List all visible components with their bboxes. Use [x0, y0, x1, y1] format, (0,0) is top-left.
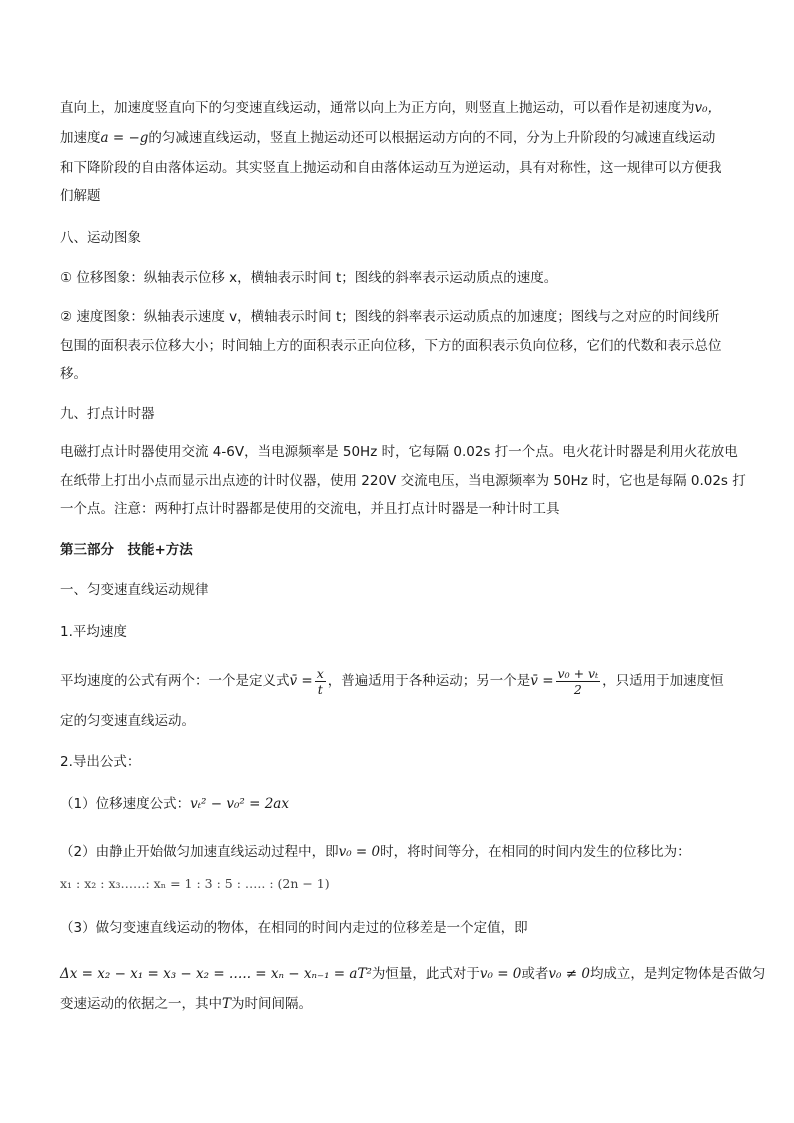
text: ，普遍适用于各种运动；另一个是	[327, 673, 531, 689]
section-heading-9: 九、打点计时器	[60, 406, 155, 422]
displacement-ratio: x₁ : x₂ : x₃……: xₙ = 1 : 3 : 5 : ….. : (2n − 1)	[60, 876, 330, 891]
text: 为恒量，此式对于	[371, 966, 480, 982]
text: 平均速度的公式有两个：一个是定义式	[60, 673, 290, 689]
math-delta-x: Δx = x₂ − x₁ = x₃ − x₂ = ….. = xₙ − xₙ₋₁ = aT²	[60, 966, 372, 982]
math-T: T	[222, 996, 232, 1012]
math-v0-neq-0: v₀ ≠ 0	[548, 966, 590, 982]
section-heading-8: 八、运动图象	[60, 230, 141, 246]
derive-item3-formula-line	[60, 964, 765, 984]
sec8-item2-line1: ② 速度图象：纵轴表示速度 v，横轴表示时间 t；图线的斜率表示运动质点的加速度；图线与之对应的时间线所	[60, 309, 720, 325]
text: （1）位移速度公式：	[60, 796, 191, 812]
text: 变速运动的依据之一，其中	[60, 996, 222, 1012]
denominator: 2	[573, 681, 582, 697]
sec9-line2: 在纸带上打出小点而显示出点迹的计时仪器，使用 220V 交流电压，当电源频率为 50Hz 时，它也是每隔 0.02s 打	[60, 473, 746, 489]
text: 的匀减速直线运动，竖直上抛运动还可以根据运动方向的不同，分为上升阶段的匀减速直线运动	[148, 130, 716, 146]
text: 加速度	[60, 130, 101, 146]
sec8-item2-line3: 移。	[60, 366, 87, 382]
text: （2）由静止开始做匀加速直线运动过程中，即	[60, 844, 339, 860]
fraction-v0-plus-vt-over-2	[556, 666, 601, 697]
math-vbar-eq: v̄ =	[530, 673, 554, 689]
sec9-line3: 一个点。注意：两种打点计时器都是使用的交流电，并且打点计时器是一种计时工具	[60, 501, 560, 517]
derive-item1	[60, 794, 289, 814]
text: ，只适用于加速度恒	[602, 673, 724, 689]
text: 时，将时间等分，在相同的时间内发生的位移比为：	[380, 844, 691, 860]
derive-title: 2.导出公式：	[60, 754, 141, 770]
math-a-eq-neg-g: a = −g	[100, 130, 149, 146]
avg-speed-line2: 定的匀变速直线运动。	[60, 713, 195, 729]
text: 均成立，是判定物体是否做匀	[589, 966, 766, 982]
part3-sub1: 一、匀变速直线运动规律	[60, 582, 209, 598]
text: 或者	[521, 966, 549, 982]
sec8-item1: ① 位移图象：纵轴表示位移 x，横轴表示时间 t；图线的斜率表示运动质点的速度。	[60, 270, 558, 286]
math-v0-eq-0: v₀ = 0	[338, 844, 381, 860]
part3-title: 第三部分 技能+方法	[60, 542, 193, 558]
math-v0: v₀，	[694, 100, 722, 116]
derive-item3-line2	[60, 994, 312, 1014]
text: 为时间间隔。	[231, 996, 313, 1012]
math-v0-eq-0: v₀ = 0	[479, 966, 522, 982]
sec9-line1: 电磁打点计时器使用交流 4-6V，当电源频率是 50Hz 时，它每隔 0.02s 打一个点。电火花计时器是利用火花放电	[60, 444, 738, 460]
para1-line1	[60, 98, 721, 118]
para1-line2	[60, 128, 715, 148]
math-formula: vₜ² − v₀² = 2ax	[190, 796, 289, 812]
numerator: v₀ + vₜ	[557, 665, 599, 681]
denominator: t	[317, 681, 323, 697]
sec8-item2-line2: 包围的面积表示位移大小；时间轴上方的面积表示正向位移，下方的面积表示负向位移，它们的代数和表示总位	[60, 338, 722, 354]
para1-line4: 们解题	[60, 188, 101, 204]
avg-speed-title: 1.平均速度	[60, 624, 127, 640]
text: 直向上，加速度竖直向下的匀变速直线运动，通常以向上为正方向，则竖直上抛运动，可以看作是初速度为	[60, 100, 695, 116]
numerator: x	[316, 665, 324, 681]
derive-item2	[60, 842, 691, 862]
fraction-x-over-t	[315, 666, 326, 697]
math-vbar-eq: v̄ =	[289, 673, 313, 689]
derive-item3: （3）做匀变速直线运动的物体，在相同的时间内走过的位移差是一个定值，即	[60, 920, 528, 936]
para1-line3: 和下降阶段的自由落体运动。其实竖直上抛运动和自由落体运动互为逆运动，具有对称性，这一规律可以方便我	[60, 160, 722, 176]
avg-speed-line1	[60, 664, 724, 698]
